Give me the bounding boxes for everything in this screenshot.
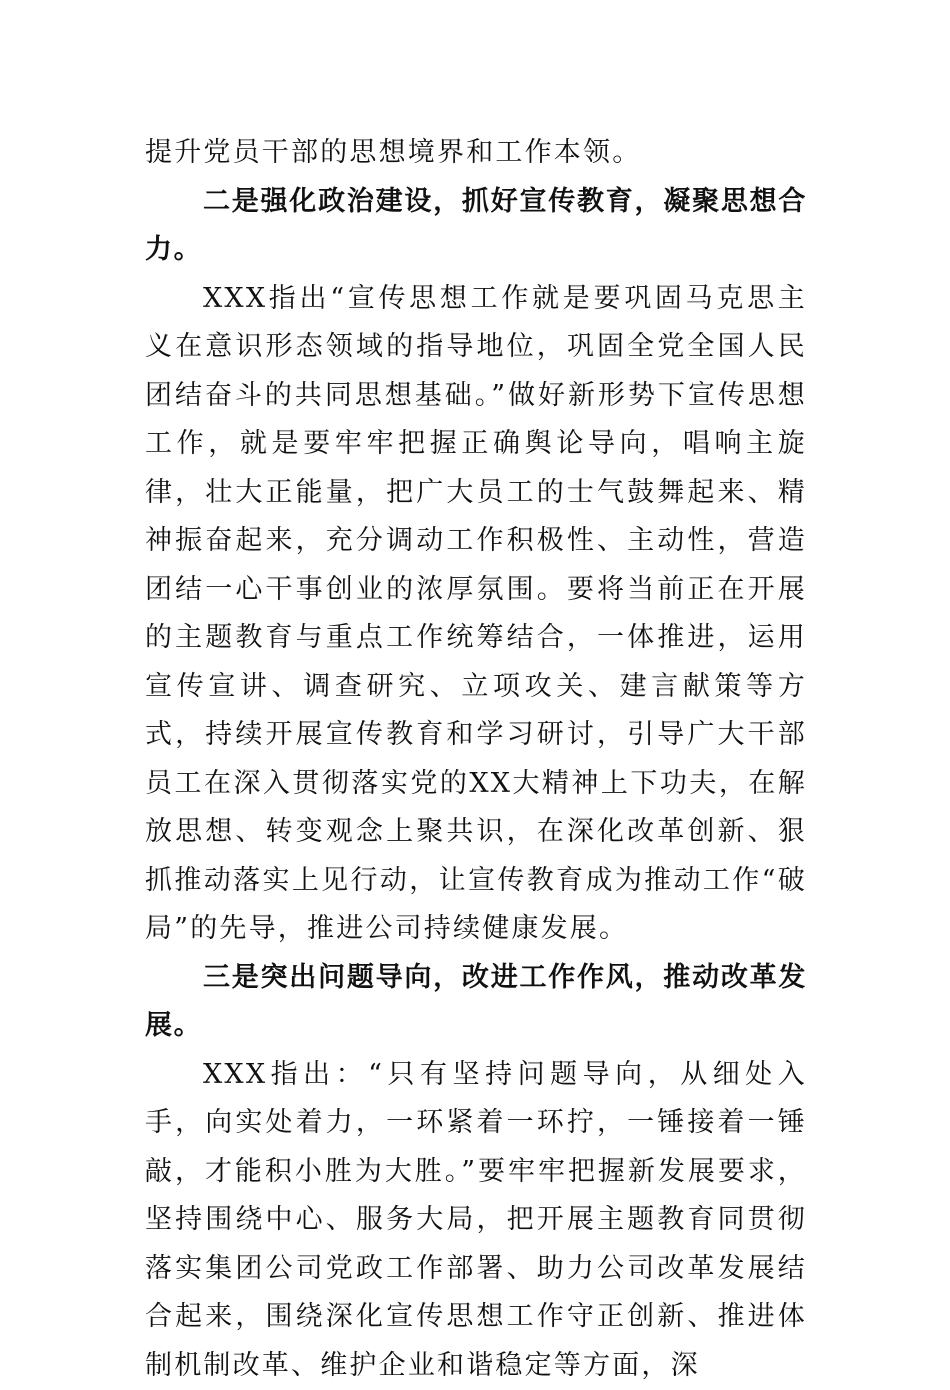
paragraph-section-two: XXX指出“宣传思想工作就是要巩固马克思主义在意识形态领域的指导地位，巩固全党全国人民团结奋斗的共同思想基础。”做好新形势下宣传思想工作，就是要牢牢把握正确舆论导向，唱响主旋律，壮大正能量，把广大员工的士气鼓舞起来、精神振奋起来，充分调动工作积极性、主动性，营造团结一心干事创业的浓厚氛围。要将当前正在开展的主题教育与重点工作统筹结合，一体推进，运用宣传宣讲、调查研究、立项攻关、建言献策等方式，持续开展宣传教育和学习研讨，引导广大干部员工在深入贯彻落实党的XX大精神上下功夫，在解放思想、转变观念上聚共识，在深化改革创新、狠抓推动落实上见行动，让宣传教育成为推动工作“破局”的先导，推进公司持续健康发展。: [145, 275, 807, 954]
paragraph-section-three: XXX指出：“只有坚持问题导向，从细处入手，向实处着力，一环紧着一环拧，一锤接着一锤敲，才能积小胜为大胜。”要牢牢把握新发展要求，坚持围绕中心、服务大局，把开展主题教育同贯彻落实集团公司党政工作部署、助力公司改革发展结合起来，围绕深化宣传思想工作守正创新、推进体制机制改革、维护企业和谐稳定等方面，深: [145, 1051, 807, 1390]
paragraph-continuation: 提升党员干部的思想境界和工作本领。: [145, 129, 807, 178]
section-heading-two: 二是强化政治建设，抓好宣传教育，凝聚思想合力。: [145, 178, 807, 275]
section-heading-three: 三是突出问题导向，改进工作作风，推动改革发展。: [145, 954, 807, 1051]
document-body: [145, 129, 807, 1390]
